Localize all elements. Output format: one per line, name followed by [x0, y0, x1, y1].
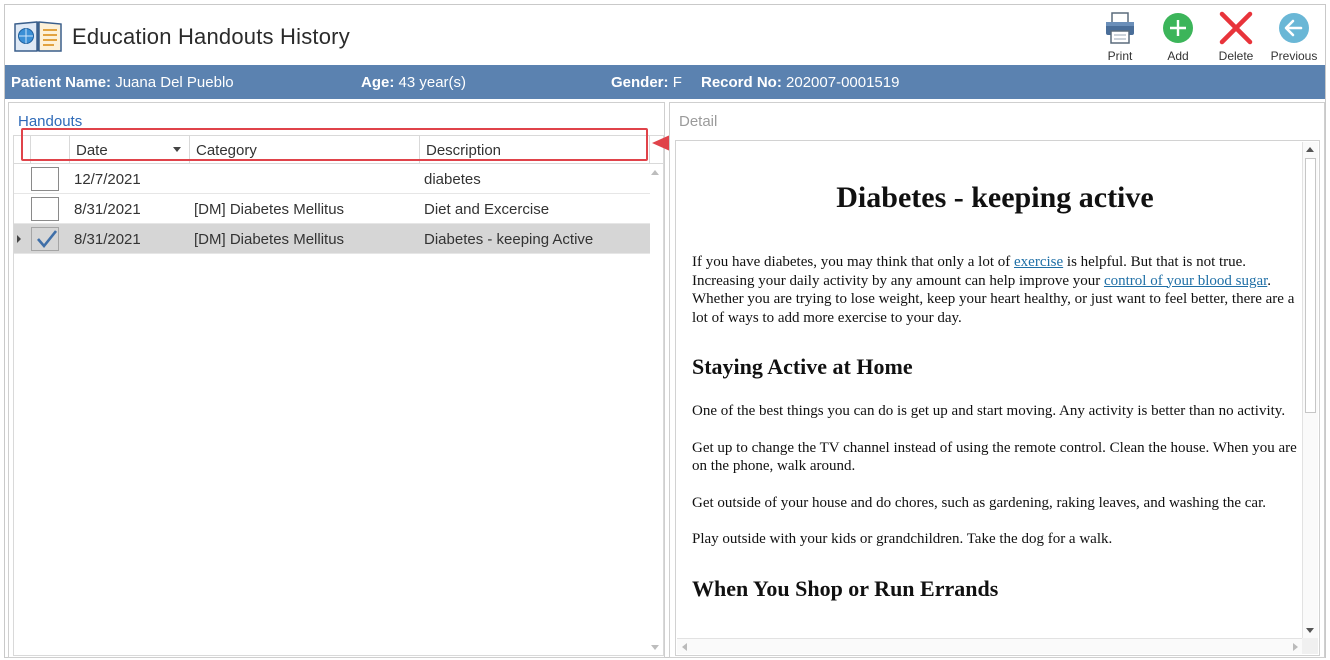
detail-panel [669, 102, 1325, 658]
patient-gender-value: F [672, 74, 682, 91]
scroll-up-arrow-icon[interactable] [651, 170, 659, 175]
cell-description: Diabetes - keeping Active [424, 231, 594, 248]
home-paragraph-1: One of the best things you can do is get up and start moving. Any activity is better than no activity. [692, 403, 1286, 419]
doc-scroll-right-arrow-icon[interactable] [1293, 643, 1298, 651]
handouts-panel-title: Handouts [18, 113, 83, 130]
delete-label: Delete [1218, 49, 1254, 63]
home-paragraph-3: Get outside of your house and do chores, such as gardening, raking leaves, and washing the car. [692, 494, 1267, 511]
row-checkbox[interactable] [31, 167, 59, 191]
cell-date: 8/31/2021 [74, 231, 141, 248]
intro-text-1: If you have diabetes, you may think that only a lot of [692, 254, 1015, 270]
patient-name-value: Juana Del Pueblo [115, 74, 234, 91]
patient-age-value: 43 year(s) [398, 74, 467, 91]
cell-description: diabetes [424, 171, 481, 188]
detail-panel-title: Detail [679, 113, 718, 130]
handouts-grid [13, 135, 664, 656]
arrow-left-circle-icon [1277, 11, 1311, 45]
scrollbar-corner [1302, 638, 1318, 654]
cell-category: [DM] Diabetes Mellitus [194, 231, 345, 248]
record-number-field [701, 74, 899, 91]
patient-age-label: Age: [361, 74, 395, 91]
section-heading-home: Staying Active at Home [692, 354, 913, 379]
toolbar [1091, 9, 1323, 63]
selected-row-highlight [21, 128, 648, 161]
row-checkbox[interactable] [31, 197, 59, 221]
patient-gender-label: Gender: [611, 74, 669, 91]
row-checkbox[interactable] [31, 227, 59, 251]
print-button[interactable] [1091, 9, 1149, 63]
patient-gender-field [611, 74, 682, 91]
column-header-description-label: Description [426, 142, 502, 159]
open-book-globe-icon [13, 19, 63, 53]
column-header-category-label: Category [196, 142, 257, 159]
table-row[interactable] [14, 224, 650, 254]
record-number-label: Record No: [701, 74, 782, 91]
blood-sugar-link[interactable]: control of your blood sugar [1103, 272, 1268, 289]
document-horizontal-scrollbar[interactable] [677, 638, 1303, 654]
add-button[interactable] [1149, 9, 1207, 63]
patient-info-bar [5, 65, 1325, 99]
app-window [4, 4, 1326, 658]
print-label: Print [1107, 49, 1133, 63]
previous-button[interactable] [1265, 9, 1323, 63]
document-vertical-scrollbar[interactable] [1302, 142, 1318, 638]
patient-age-field [361, 74, 466, 91]
scroll-down-arrow-icon[interactable] [651, 645, 659, 650]
cell-category [190, 164, 420, 194]
title-bar [5, 5, 1325, 64]
patient-name-label: Patient Name: [11, 74, 112, 91]
detail-document-viewer[interactable] [675, 140, 1320, 656]
column-header-date-label: Date [76, 142, 108, 159]
current-row-indicator-icon [17, 235, 21, 243]
record-number-value: 202007-0001519 [786, 74, 900, 91]
doc-scroll-down-arrow-icon[interactable] [1306, 628, 1314, 633]
doc-scroll-left-arrow-icon[interactable] [682, 643, 687, 651]
home-paragraph-2: Get up to change the TV channel instead of using the remote control. Clean the house. When you are on the phone, walk around. [692, 439, 1297, 474]
patient-name-field [11, 74, 234, 91]
add-label: Add [1167, 49, 1189, 63]
document-title: Diabetes - keeping active [836, 181, 1154, 214]
plus-circle-icon [1161, 11, 1195, 45]
cell-description: Diet and Excercise [424, 201, 550, 218]
window-title: Education Handouts History [72, 24, 350, 49]
cell-date: 8/31/2021 [74, 201, 141, 218]
table-row[interactable] [14, 164, 650, 194]
checkmark-icon [35, 228, 57, 250]
handouts-panel [8, 102, 665, 658]
previous-label: Previous [1270, 49, 1318, 63]
table-row[interactable] [14, 194, 650, 224]
grid-vertical-scrollbar[interactable] [648, 164, 662, 654]
document-scroll-thumb[interactable] [1305, 158, 1316, 413]
delete-x-icon [1219, 11, 1253, 45]
intro-text-3: . Whether you are trying to lose weight, keep your heart healthy, or just want to feel better, there are a lot of ways to add more exercise to your day. [692, 272, 1295, 326]
intro-text-2: is helpful. But that is not true. Increasing your daily activity by any amount can help improve your [692, 254, 1247, 289]
section-heading-shop: When You Shop or Run Errands [692, 575, 999, 601]
cell-category: [DM] Diabetes Mellitus [194, 201, 345, 218]
home-paragraph-4: Play outside with your kids or grandchildren. Take the dog for a walk. [692, 531, 1113, 547]
exercise-link[interactable]: exercise [1014, 254, 1064, 270]
printer-icon [1103, 11, 1137, 45]
delete-button[interactable] [1207, 9, 1265, 63]
doc-scroll-up-arrow-icon[interactable] [1306, 147, 1314, 152]
cell-date: 12/7/2021 [74, 171, 141, 188]
document-intro-paragraph [692, 253, 1298, 327]
handout-document [692, 141, 1298, 624]
